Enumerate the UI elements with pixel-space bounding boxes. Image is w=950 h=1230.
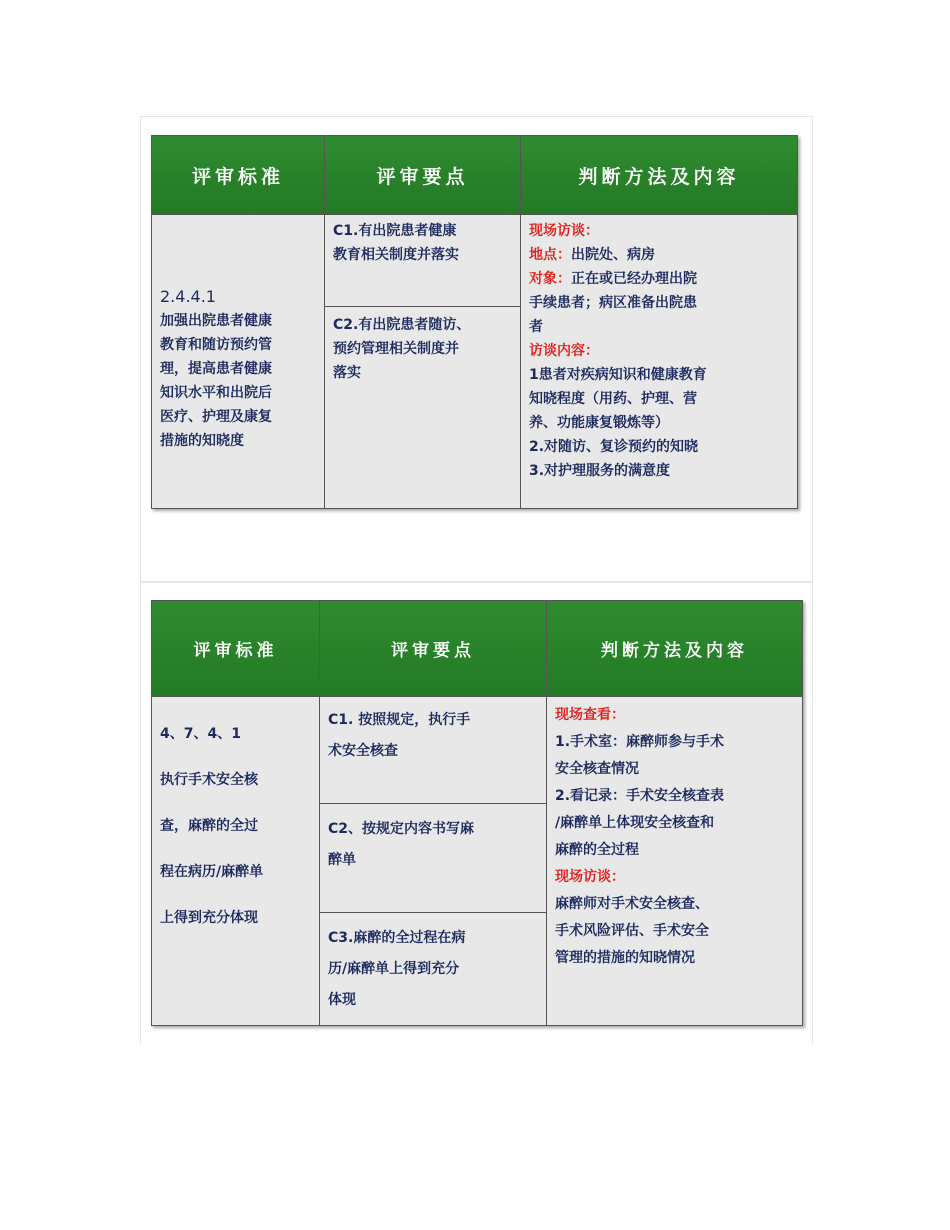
point-line: C1.有出院患者健康 [333, 223, 457, 239]
standard-line: 加强出院患者健康 [160, 313, 272, 329]
header-points: 评审要点 [320, 601, 547, 697]
target-row [529, 267, 791, 291]
point-c1 [320, 697, 546, 804]
inspect-item: 1.手术室：麻醉师参与手术 [555, 734, 725, 750]
header-points: 评审要点 [325, 136, 521, 215]
method-cell [521, 215, 797, 508]
standard-code: 2.4.4.1 [160, 287, 216, 306]
point-c2 [320, 804, 546, 913]
standard-line: 医疗、护理及康复 [160, 409, 272, 425]
standard-line: 上得到充分体现 [160, 910, 258, 926]
standard-cell [152, 215, 325, 508]
point-line: 术安全核查 [328, 743, 398, 759]
interview-item: 手术风险评估、手术安全 [555, 923, 709, 939]
point-line: C2、按规定内容书写麻 [328, 821, 475, 837]
target-line: 手续患者；病区准备出院患 [529, 295, 697, 311]
point-c2 [325, 307, 520, 508]
content-item: 2.对随访、复诊预约的知晓 [529, 439, 699, 455]
inspect-item: 麻醉的全过程 [555, 842, 639, 858]
place-row [529, 243, 791, 267]
header-method: 判断方法及内容 [521, 136, 797, 215]
inspect-item: 2.看记录：手术安全核查表 [555, 788, 725, 804]
standard-line: 执行手术安全核 [160, 772, 258, 788]
review-table-2 [151, 600, 803, 1026]
standard-line: 知识水平和出院后 [160, 385, 272, 401]
standard-code: 4、7、4、1 [160, 726, 241, 742]
interview-label: 现场访谈： [529, 223, 599, 239]
standard-line: 教育和随访预约管 [160, 337, 272, 353]
interview-label: 现场访谈： [555, 869, 625, 885]
inspect-item: /麻醉单上体现安全核查和 [555, 815, 715, 831]
point-line: 体现 [328, 992, 356, 1008]
header-standard: 评审标准 [152, 601, 320, 697]
point-c1 [325, 215, 520, 307]
standard-line: 查，麻醉的全过 [160, 818, 258, 834]
point-line: C3.麻醉的全过程在病 [328, 930, 466, 946]
standard-line: 理，提高患者健康 [160, 361, 272, 377]
standard-line: 程在病历/麻醉单 [160, 864, 264, 880]
target-text: 正在或已经办理出院 [571, 271, 697, 287]
content-item: 知晓程度（用药、护理、营 [529, 391, 697, 407]
point-line: C1. 按照规定，执行手 [328, 712, 471, 728]
interview-item: 管理的措施的知晓情况 [555, 950, 695, 966]
header-method: 判断方法及内容 [547, 601, 802, 697]
content-item: 3.对护理服务的满意度 [529, 463, 671, 479]
standard-cell [152, 697, 320, 1025]
place-label: 地点： [529, 247, 571, 263]
inspect-item: 安全核查情况 [555, 761, 639, 777]
content-item: 养、功能康复锻炼等） [529, 415, 669, 431]
standard-line: 措施的知晓度 [160, 433, 244, 449]
point-line: 历/麻醉单上得到充分 [328, 961, 460, 977]
point-line: C2.有出院患者随访、 [333, 317, 471, 333]
review-table-1 [151, 135, 798, 509]
point-c3 [320, 913, 546, 1025]
method-cell [547, 697, 802, 1025]
target-label: 对象： [529, 271, 571, 287]
points-cell [320, 697, 547, 1025]
header-standard: 评审标准 [152, 136, 325, 215]
point-line: 教育相关制度并落实 [333, 247, 459, 263]
content-item: 1患者对疾病知识和健康教育 [529, 367, 707, 383]
target-line: 者 [529, 319, 543, 335]
inspect-label: 现场查看： [555, 707, 625, 723]
place-text: 出院处、病房 [571, 247, 655, 263]
interview-item: 麻醉师对手术安全核查、 [555, 896, 709, 912]
point-line: 醉单 [328, 852, 356, 868]
points-cell [325, 215, 521, 508]
point-line: 落实 [333, 365, 361, 381]
point-line: 预约管理相关制度并 [333, 341, 459, 357]
content-label: 访谈内容： [529, 343, 599, 359]
